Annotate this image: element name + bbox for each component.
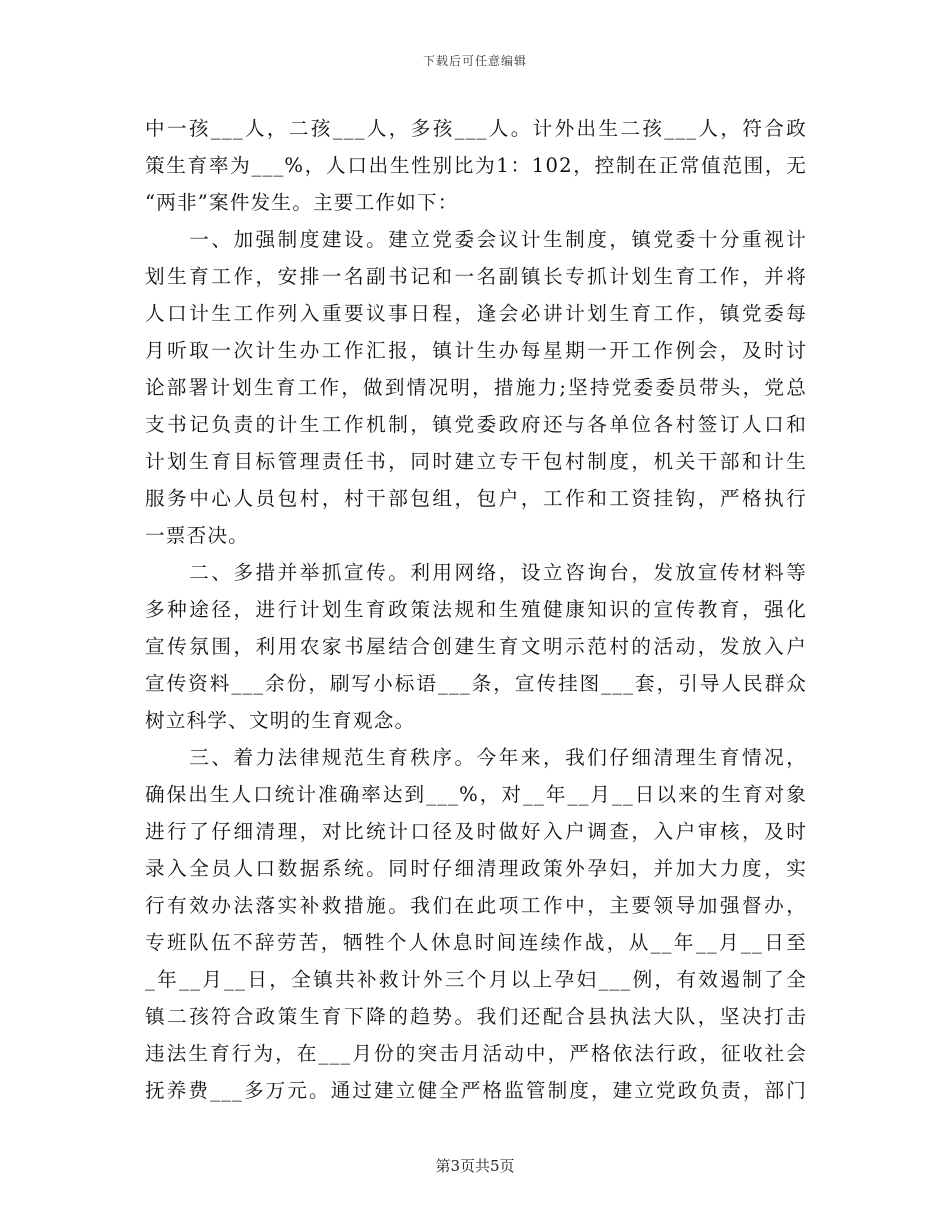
text-line: 抚养费___多万元。通过建立健全严格监管制度，建立党政负责，部门 (145, 1079, 807, 1102)
text-line: 镇二孩符合政策生育下降的趋势。我们还配合县执法大队，坚决打击 (145, 1005, 807, 1028)
text-line: 中一孩___人，二孩___人，多孩___人。计外出生二孩___人，符合政 (145, 117, 807, 140)
text-line: 策生育率为___%，人口出生性别比为1：102，控制在正常值范围，无 (145, 154, 807, 177)
paragraph (145, 110, 807, 221)
text-line: 划生育工作，安排一名副书记和一名副镇长专抓计划生育工作，并将 (145, 265, 807, 288)
text-line: 录入全员人口数据系统。同时仔细清理政策外孕妇，并加大力度，实 (145, 857, 807, 880)
paragraph (145, 554, 807, 739)
text-line: 计划生育目标管理责任书，同时建立专干包村制度，机关干部和计生 (145, 450, 807, 473)
page-number: 第3页共5页 (435, 1157, 515, 1175)
text-line: 三、着力法律规范生育秩序。今年来，我们仔细清理生育情况， (145, 746, 807, 769)
text-line: 论部署计划生育工作，做到情况明，措施力;坚持党委委员带头，党总 (145, 376, 807, 399)
paragraph (145, 739, 807, 1109)
text-line: 人口计生工作列入重要议事日程，逢会必讲计划生育工作，镇党委每 (145, 302, 807, 325)
page-header: 下载后可任意编辑 (422, 54, 527, 68)
text-line: 支书记负责的计生工作机制，镇党委政府还与各单位各村签订人口和 (145, 413, 807, 436)
text-line: 行有效办法落实补救措施。我们在此项工作中，主要领导加强督办， (145, 894, 807, 917)
text-line: 树立科学、文明的生育观念。 (145, 709, 416, 732)
text-line: 宣传资料___余份，刷写小标语___条，宣传挂图___套，引导人民群众 (145, 672, 807, 695)
text-line: 一、加强制度建设。建立党委会议计生制度，镇党委十分重视计 (145, 228, 807, 251)
text-line: 服务中心人员包村，村干部包组，包户，工作和工资挂钩，严格执行 (145, 487, 807, 510)
text-line: 二、多措并举抓宣传。利用网络，设立咨询台，发放宣传材料等 (145, 561, 807, 584)
text-line: 一票否决。 (145, 524, 249, 547)
text-line: “两非”案件发生。主要工作如下： (145, 191, 459, 214)
text-line: 多种途径，进行计划生育政策法规和生殖健康知识的宣传教育，强化 (145, 598, 807, 621)
text-line: 宣传氛围，利用农家书屋结合创建生育文明示范村的活动，发放入户 (145, 635, 807, 658)
text-line: 违法生育行为，在___月份的突击月活动中，严格依法行政，征收社会 (145, 1042, 807, 1065)
text-line: 确保出生人口统计准确率达到___%，对__年__月__日以来的生育对象 (145, 783, 807, 806)
text-line: 月听取一次计生办工作汇报，镇计生办每星期一开工作例会，及时讨 (145, 339, 807, 362)
text-line: 进行了仔细清理，对比统计口径及时做好入户调查，入户审核，及时 (145, 820, 807, 843)
text-line: _年__月__日，全镇共补救计外三个月以上孕妇___例，有效遏制了全 (145, 968, 807, 991)
text-line: 专班队伍不辞劳苦，牺牲个人休息时间连续作战，从__年__月__日至 (145, 931, 807, 954)
paragraph (145, 221, 807, 554)
document-body (145, 110, 807, 1109)
